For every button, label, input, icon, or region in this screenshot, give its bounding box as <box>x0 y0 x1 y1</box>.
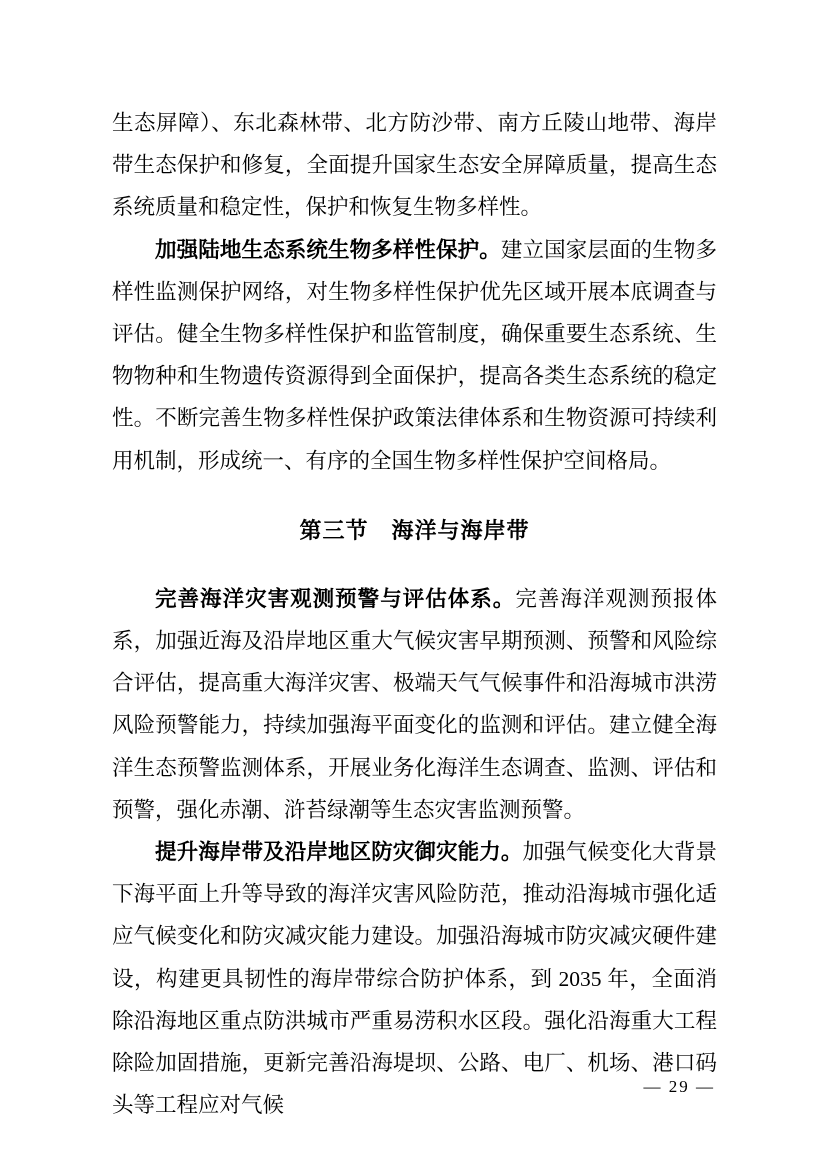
paragraph-text: 加强气候变化大背景下海平面上升等导致的海洋灾害风险防范，推动沿海城市强化适应气候变化和防灾减灾能力建设。加强沿海城市防灾减灾硬件建设，构建更具韧性的海岸带综合防护体系，到 2035 年，全面消除沿海地区重点防洪城市严重易涝积水区段。强化沿海重大工程除险加固措施，更新完善沿海堤坝、公路、电厂、机场、港口码头等工程应对气候 <box>112 840 717 1118</box>
paragraph-lead: 提升海岸带及沿岸地区防灾御灾能力。 <box>155 840 523 865</box>
paragraph-biodiversity <box>112 229 717 482</box>
page-number: — 29 — <box>643 1077 715 1096</box>
section-heading: 第三节 海洋与海岸带 <box>299 517 530 543</box>
paragraph-coastal-defense <box>112 831 717 1126</box>
paragraph-text: 生态屏障）、东北森林带、北方防沙带、南方丘陵山地带、海岸带生态保护和修复，全面提升国家生态安全屏障质量，提高生态系统质量和稳定性，保护和恢复生物多样性。 <box>112 111 717 220</box>
paragraph-continuation <box>112 102 717 229</box>
paragraph-lead: 完善海洋灾害观测预警与评估体系。 <box>155 586 516 611</box>
paragraph-ocean-warning <box>112 578 717 831</box>
paragraph-text: 建立国家层面的生物多样性监测保护网络，对生物多样性保护优先区域开展本底调查与评估。健全生物多样性保护和监管制度，确保重要生态系统、生物物种和生物遗传资源得到全面保护，提高各类生态系统的稳定性。不断完善生物多样性保护政策法律体系和生物资源可持续利用机制，形成统一、有序的全国生物多样性保护空间格局。 <box>112 237 717 473</box>
page-body <box>112 102 717 1126</box>
paragraph-lead: 加强陆地生态系统生物多样性保护。 <box>155 237 501 262</box>
paragraph-text: 完善海洋观测预报体系，加强近海及沿岸地区重大气候灾害早期预测、预警和风险综合评估，提高重大海洋灾害、极端天气气候事件和沿海城市洪涝风险预警能力，持续加强海平面变化的监测和评估。建立健全海洋生态预警监测体系，开展业务化海洋生态调查、监测、评估和预警，强化赤潮、浒苔绿潮等生态灾害监测预警。 <box>112 586 717 822</box>
